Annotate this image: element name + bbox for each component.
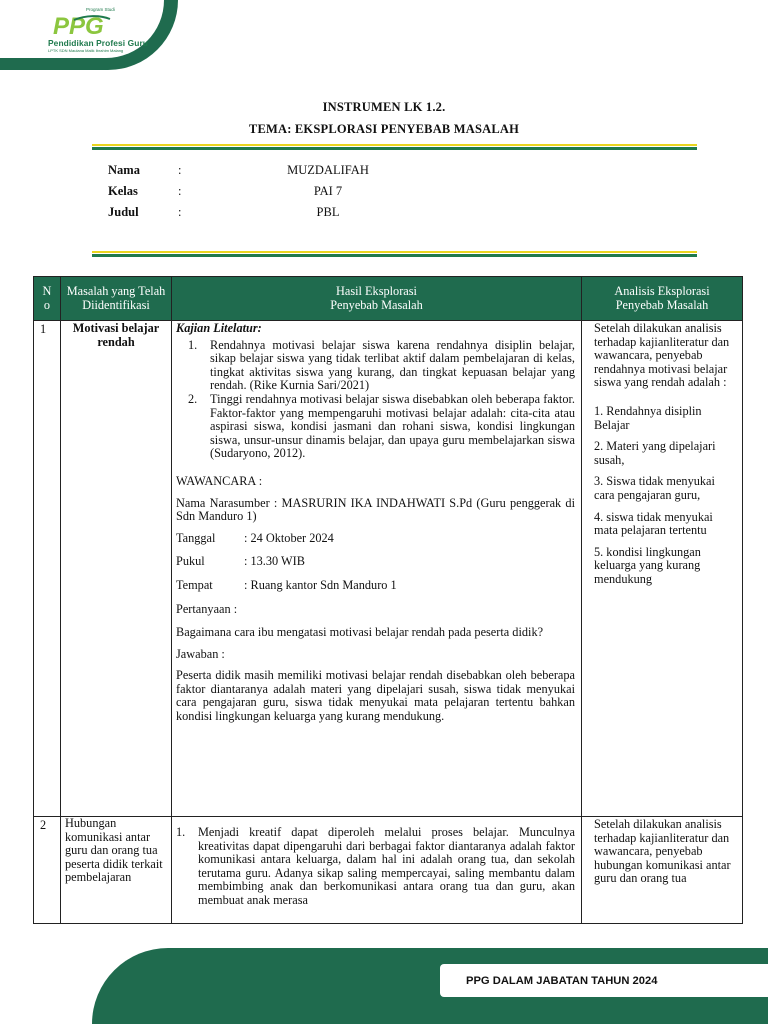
row-masalah: Motivasi belajar rendah <box>61 321 172 817</box>
header-masalah: Masalah yang Telah Diidentifikasi <box>61 277 172 321</box>
header-logo-panel <box>0 0 164 58</box>
list-item <box>188 339 575 393</box>
header-no: N o <box>34 277 61 321</box>
row-analisis: Setelah dilakukan analisis terhadap kajianliteratur dan wawancara, penyebab hubungan komunikasi antar guru dan orang tua <box>582 817 743 924</box>
pertanyaan-text: Bagaimana cara ibu mengatasi motivasi belajar rendah pada peserta didik? <box>176 625 544 640</box>
divider-bottom <box>92 251 697 257</box>
analisis-intro: Setelah dilakukan analisis terhadap kajianliteratur dan wawancara, penyebab rendahnya motivasi belajar siswa yang rendah adalah : <box>594 321 730 390</box>
meta-label-kelas: Kelas <box>108 184 138 198</box>
pukul-row <box>176 555 575 569</box>
exploration-table <box>33 276 743 924</box>
meta-colon: : <box>178 163 182 177</box>
row-hasil <box>172 321 582 817</box>
logo-subtitle: Pendidikan Profesi Guru <box>48 38 149 48</box>
list-item-text: Rendahnya motivasi belajar siswa karena rendahnya disiplin belajar, sikap belajar siswa yang tidak terlibat aktif dalam pembelajaran di kelas, tingkat aktivitas siswa yang kurang, dan tingkat kepuasan belajar yang rendah. (Rike Kurnia Sari/2021) <box>210 337 575 393</box>
row-masalah: Hubungan komunikasi antar guru dan orang tua peserta didik terkait pembelajaran <box>61 817 172 924</box>
analisis-point: 3. Siswa tidak menyukai cara pengajaran guru, <box>594 474 715 502</box>
header-analisis-line2: Penyebab Masalah <box>615 297 709 312</box>
narasumber: Nama Narasumber : MASRURIN IKA INDAHWATI S.Pd (Guru penggerak di Sdn Manduro 1) <box>176 495 575 524</box>
wawancara-label: WAWANCARA : <box>176 473 263 488</box>
list-item-number: 2. <box>188 391 198 406</box>
list-item-number: 1. <box>176 825 186 839</box>
row-number: 2 <box>34 817 61 924</box>
tanggal-value: : 24 Oktober 2024 <box>244 530 334 545</box>
header-hasil-line1: Hasil Eksplorasi <box>336 283 417 298</box>
document-title: INSTRUMEN LK 1.2. <box>322 100 446 114</box>
jawaban-text: Peserta didik masih memiliki motivasi belajar rendah disebabkan oleh beberapa faktor diantaranya adalah materi yang dipelajari susah, siswa tidak menyukai cara pengajaran guru, siswa tidak menyukai mata pelajaran tertentu bahkan kondisi lingkungan keluarga yang kurang mendukung. <box>176 668 575 724</box>
list-item-text: Menjadi kreatif dapat diperoleh melalui proses belajar. Munculnya kreativitas dapat dipengaruhi dari berbagai faktor diantaranya adalah faktor komunikasi antara keluarga, dalam hal ini adalah orang tua, dan sekolah terutama guru. Adanya sikap saling mempercayai, saling membantu dalam membimbing anak dan berkomunikasi antara orang tua dan guru, akan membuat anak merasa <box>198 826 575 907</box>
kajian-list <box>188 339 575 461</box>
divider-top <box>92 144 697 150</box>
tempat-row <box>176 579 575 593</box>
logo-wordmark: PPG <box>53 13 104 37</box>
pertanyaan-label: Pertanyaan : <box>176 601 238 616</box>
table-row <box>34 817 743 924</box>
pukul-value: : 13.30 WIB <box>244 554 305 569</box>
tanggal-row <box>176 532 575 546</box>
logo-caption: LPTK SDN Maulana Malik Ibrahim Malang <box>48 48 124 53</box>
meta-value-kelas: PAI 7 <box>313 184 343 198</box>
header-hasil <box>172 277 582 321</box>
table-row <box>34 321 743 817</box>
meta-value-nama: MUZDALIFAH <box>287 163 369 177</box>
header-analisis <box>582 277 743 321</box>
logo-top-text: Program Studi <box>86 7 115 12</box>
kajian-label: Kajian Litelatur: <box>176 321 262 335</box>
meta-label-judul: Judul <box>108 205 139 219</box>
meta-colon: : <box>178 205 182 219</box>
row-analisis <box>582 321 743 817</box>
tempat-value: : Ruang kantor Sdn Manduro 1 <box>244 577 397 592</box>
list-item <box>176 826 575 908</box>
footer-label-box <box>440 964 768 997</box>
header-hasil-line2: Penyebab Masalah <box>330 297 423 312</box>
row-number: 1 <box>34 321 61 817</box>
analisis-point: 4. siswa tidak menyukai mata pelajaran tertentu <box>594 509 713 538</box>
header-analisis-line1: Analisis Eksplorasi <box>614 283 710 298</box>
ppg-logo-icon <box>52 13 134 37</box>
list-item-text: Tinggi rendahnya motivasi belajar siswa disebabkan oleh beberapa faktor. Faktor-faktor yang mempengaruhi motivasi belajar adalah: cita-cita atau aspirasi siswa, kondisi jasmani dan rohani siswa, kondisi lingkungan siswa, unsur-unsur dinamis belajar, dan upaya guru membelajarkan siswa (Sudaryono, 2012). <box>210 391 575 461</box>
list-item <box>188 393 575 461</box>
tempat-key: Tempat <box>176 577 213 592</box>
meta-colon: : <box>178 184 182 198</box>
document-theme: TEMA: EKSPLORASI PENYEBAB MASALAH <box>248 122 520 136</box>
meta-value-judul: PBL <box>316 205 340 219</box>
analisis-point: 5. kondisi lingkungan keluarga yang kurang mendukung <box>594 544 701 586</box>
jawaban-label: Jawaban : <box>176 646 225 661</box>
analisis-point: 2. Materi yang dipelajari susah, <box>594 439 716 467</box>
header-logo-band <box>0 0 178 70</box>
pukul-key: Pukul <box>176 554 205 569</box>
row-hasil <box>172 817 582 924</box>
analisis-point: 1. Rendahnya disiplin Belajar <box>594 403 702 432</box>
meta-label-nama: Nama <box>108 163 140 177</box>
tanggal-key: Tanggal <box>176 530 216 545</box>
list-item-number: 1. <box>188 337 198 352</box>
footer-label: PPG DALAM JABATAN TAHUN 2024 <box>466 974 658 987</box>
table-header-row <box>34 277 743 321</box>
